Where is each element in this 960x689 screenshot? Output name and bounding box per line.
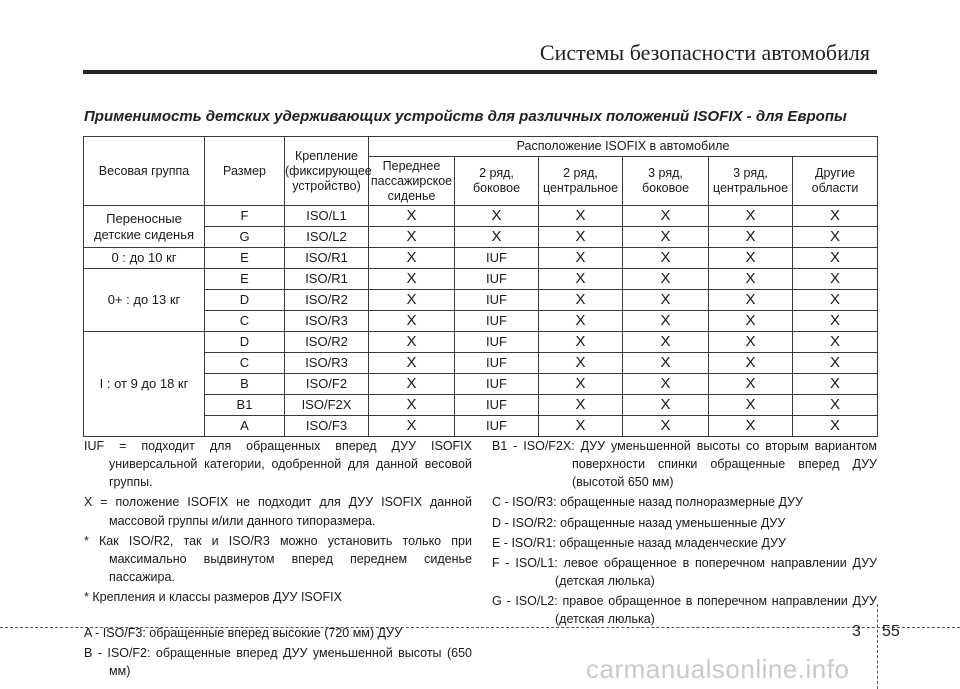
size-cell: C	[205, 353, 285, 374]
chapter-number: 3	[852, 623, 861, 640]
applicability-cell: X	[793, 332, 878, 353]
applicability-cell: X	[709, 395, 793, 416]
applicability-cell: X	[539, 416, 623, 437]
applicability-cell: X	[623, 353, 709, 374]
applicability-cell: X	[793, 353, 878, 374]
header-position-front-passenger: Переднее пассажирское сиденье	[369, 157, 455, 206]
applicability-cell: X	[709, 311, 793, 332]
header-weight-group: Весовая группа	[84, 137, 205, 206]
applicability-cell: X	[539, 269, 623, 290]
applicability-cell: IUF	[455, 332, 539, 353]
weight-group-cell: 0+ : до 13 кг	[84, 269, 205, 332]
applicability-cell: X	[623, 248, 709, 269]
size-cell: G	[205, 227, 285, 248]
table-row	[84, 269, 878, 290]
applicability-cell: X	[709, 332, 793, 353]
size-cell: E	[205, 248, 285, 269]
size-cell: A	[205, 416, 285, 437]
applicability-cell: X	[709, 248, 793, 269]
isofix-table-body	[84, 206, 878, 437]
watermark: carmanualsonline.info	[586, 654, 850, 684]
applicability-cell: X	[539, 206, 623, 227]
header-fixture: Крепление (фиксирующее устройство)	[285, 137, 369, 206]
applicability-cell: X	[623, 332, 709, 353]
applicability-cell: X	[709, 269, 793, 290]
table-row	[84, 206, 878, 227]
applicability-cell: IUF	[455, 248, 539, 269]
note-size-g: G - ISO/L2: правое обращенное в поперечном направлении ДУУ (детская люлька)	[492, 594, 877, 627]
fixture-cell: ISO/R1	[285, 248, 369, 269]
applicability-cell: X	[455, 206, 539, 227]
fixture-cell: ISO/F2X	[285, 395, 369, 416]
applicability-cell: X	[623, 416, 709, 437]
applicability-cell: X	[793, 248, 878, 269]
applicability-cell: X	[369, 311, 455, 332]
note-size-f: F - ISO/L1: левое обращенное в поперечном направлении ДУУ (детская люлька)	[492, 555, 877, 588]
size-cell: E	[205, 269, 285, 290]
applicability-cell: X	[709, 353, 793, 374]
header-position-row2-side: 2 ряд, боковое	[455, 157, 539, 206]
page-header-title: Системы безопасности автомобиля	[539, 40, 870, 65]
applicability-cell: X	[539, 332, 623, 353]
applicability-cell: X	[623, 311, 709, 332]
applicability-cell: IUF	[455, 269, 539, 290]
applicability-cell: IUF	[455, 374, 539, 395]
applicability-cell: X	[793, 311, 878, 332]
size-cell: F	[205, 206, 285, 227]
weight-group-cell: Переносные детские сиденья	[84, 206, 205, 248]
applicability-cell: X	[709, 206, 793, 227]
applicability-cell: X	[539, 248, 623, 269]
applicability-cell: X	[539, 353, 623, 374]
fixture-cell: ISO/R1	[285, 269, 369, 290]
table-row	[84, 332, 878, 353]
size-cell: D	[205, 290, 285, 311]
applicability-cell: X	[623, 395, 709, 416]
applicability-cell: X	[455, 227, 539, 248]
footer-rule	[0, 627, 960, 628]
note-iuf: IUF = подходит для обращенных вперед ДУУ ISOFIX универсальной категории, одобренной для данной весовой группы.	[84, 439, 472, 490]
fixture-cell: ISO/R2	[285, 290, 369, 311]
applicability-cell: X	[539, 395, 623, 416]
applicability-cell: X	[793, 374, 878, 395]
note-size-a: A - ISO/F3: обращенные вперед высокие (720 мм) ДУУ	[84, 626, 403, 641]
size-cell: D	[205, 332, 285, 353]
note-size-b: B - ISO/F2: обращенные вперед ДУУ уменьшенной высоты (650 мм)	[84, 646, 472, 679]
fixture-cell: ISO/R3	[285, 353, 369, 374]
applicability-cell: X	[793, 269, 878, 290]
section-title: Применимость детских удерживающих устройств для различных положений ISOFIX - для Европы	[84, 108, 847, 125]
applicability-cell: X	[369, 353, 455, 374]
applicability-cell: X	[369, 395, 455, 416]
note-size-d: D - ISO/R2: обращенные назад уменьшенные ДУУ	[492, 515, 786, 530]
applicability-cell: X	[369, 206, 455, 227]
note-iso-r2-r3: * Как ISO/R2, так и ISO/R3 можно установить только при максимально выдвинутом вперед переднем сиденье пассажира.	[84, 533, 472, 584]
note-size-classes: * Крепления и классы размеров ДУУ ISOFIX	[84, 590, 342, 604]
fixture-cell: ISO/F2	[285, 374, 369, 395]
isofix-table	[83, 136, 878, 437]
applicability-cell: X	[709, 416, 793, 437]
page-number: 55	[882, 623, 900, 640]
applicability-cell: X	[623, 269, 709, 290]
applicability-cell: IUF	[455, 290, 539, 311]
applicability-cell: IUF	[455, 416, 539, 437]
applicability-cell: X	[369, 374, 455, 395]
header-rule	[83, 70, 877, 74]
applicability-cell: X	[369, 227, 455, 248]
applicability-cell: X	[793, 416, 878, 437]
table-row	[84, 248, 878, 269]
fixture-cell: ISO/L2	[285, 227, 369, 248]
applicability-cell: X	[793, 290, 878, 311]
applicability-cell: X	[709, 374, 793, 395]
header-size: Размер	[205, 137, 285, 206]
notes-right	[492, 437, 877, 630]
header-position-row3-center: 3 ряд, центральное	[709, 157, 793, 206]
applicability-cell: X	[369, 290, 455, 311]
header-position-other: Другие области	[793, 157, 878, 206]
weight-group-cell: I : от 9 до 18 кг	[84, 332, 205, 437]
applicability-cell: X	[709, 290, 793, 311]
applicability-cell: X	[623, 290, 709, 311]
applicability-cell: X	[793, 206, 878, 227]
applicability-cell: X	[369, 332, 455, 353]
weight-group-cell: 0 : до 10 кг	[84, 248, 205, 269]
size-cell: B	[205, 374, 285, 395]
size-cell: C	[205, 311, 285, 332]
applicability-cell: IUF	[455, 353, 539, 374]
applicability-cell: X	[369, 269, 455, 290]
applicability-cell: X	[623, 206, 709, 227]
note-size-e: E - ISO/R1: обращенные назад младенческие ДУУ	[492, 535, 786, 550]
applicability-cell: X	[539, 374, 623, 395]
applicability-cell: X	[623, 374, 709, 395]
applicability-cell: X	[539, 227, 623, 248]
applicability-cell: X	[623, 227, 709, 248]
note-x: X = положение ISOFIX не подходит для ДУУ ISOFIX данной массовой группы и/или данного типоразмера.	[84, 495, 472, 528]
header-isofix-position: Расположение ISOFIX в автомобиле	[369, 137, 878, 157]
applicability-cell: X	[709, 227, 793, 248]
size-cell: B1	[205, 395, 285, 416]
fixture-cell: ISO/R2	[285, 332, 369, 353]
note-size-b1: B1 - ISO/F2X: ДУУ уменьшенной высоты со вторым вариантом поверхности спинки обращенные вперед ДУУ (высотой 650 мм)	[492, 439, 877, 490]
applicability-cell: X	[539, 311, 623, 332]
applicability-cell: X	[539, 290, 623, 311]
header-position-row2-center: 2 ряд, центральное	[539, 157, 623, 206]
fixture-cell: ISO/F3	[285, 416, 369, 437]
applicability-cell: X	[369, 416, 455, 437]
notes-left	[84, 437, 472, 683]
note-size-c: C - ISO/R3: обращенные назад полноразмерные ДУУ	[492, 495, 803, 510]
fixture-cell: ISO/L1	[285, 206, 369, 227]
applicability-cell: X	[793, 395, 878, 416]
applicability-cell: X	[369, 248, 455, 269]
applicability-cell: IUF	[455, 395, 539, 416]
applicability-cell: X	[793, 227, 878, 248]
fixture-cell: ISO/R3	[285, 311, 369, 332]
applicability-cell: IUF	[455, 311, 539, 332]
footer-divider	[877, 604, 878, 689]
header-position-row3-side: 3 ряд, боковое	[623, 157, 709, 206]
